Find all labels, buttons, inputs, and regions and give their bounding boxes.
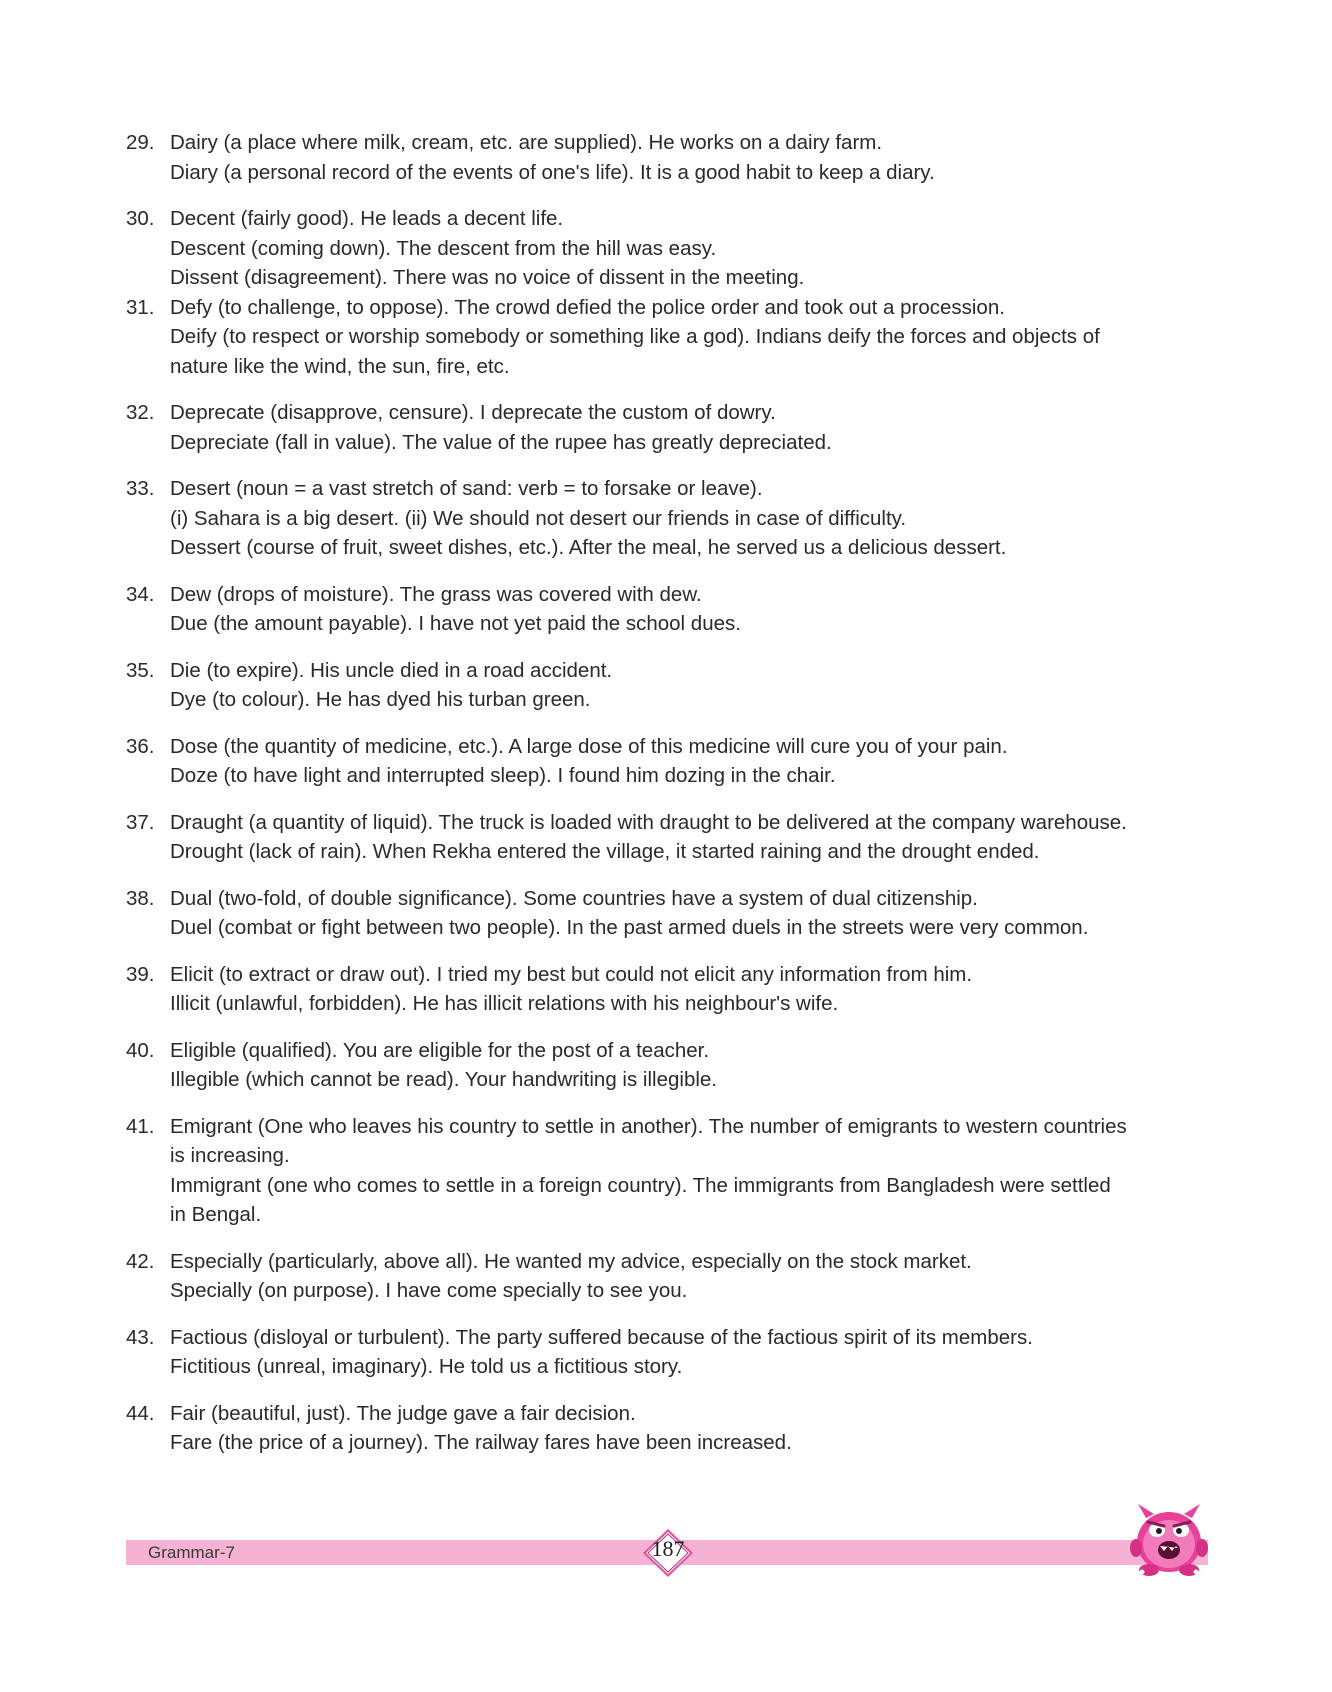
list-item	[126, 398, 1216, 457]
item-number: 36.	[126, 734, 155, 758]
entry-line: (i) Sahara is a big desert. (ii) We should not desert our friends in case of difficulty.	[170, 506, 907, 530]
footer-book-title: Grammar-7	[148, 1543, 235, 1562]
entry-line: Dairy (a place where milk, cream, etc. are supplied). He works on a dairy farm.	[170, 131, 883, 154]
entry-line: Doze (to have light and interrupted sleep). I found him dozing in the chair.	[170, 764, 836, 787]
list-item	[126, 884, 1216, 943]
entry-line: Descent (coming down). The descent from the hill was easy.	[170, 236, 717, 260]
entry-line: Die (to expire). His uncle died in a road accident.	[170, 658, 613, 682]
entry-line: Specially (on purpose). I have come specially to see you.	[170, 1279, 688, 1302]
list-item	[126, 656, 1216, 715]
entry-line: Diary (a personal record of the events of one's life). It is a good habit to keep a diary.	[170, 160, 935, 184]
pink-monster-mascot-icon	[1124, 1500, 1214, 1580]
list-item	[126, 204, 1216, 293]
entry-line: Deify (to respect or worship somebody or something like a god). Indians deify the forces and objects of	[170, 325, 1100, 348]
entry-line: Drought (lack of rain). When Rekha entered the village, it started raining and the drought ended.	[170, 840, 1040, 863]
item-number: 32.	[126, 401, 155, 424]
entry-line: Dissent (disagreement). There was no voice of dissent in the meeting.	[170, 266, 805, 289]
entry-line: Especially (particularly, above all). He wanted my advice, especially on the stock market.	[170, 1249, 972, 1273]
entry-line: Decent (fairly good). He leads a decent life.	[170, 207, 564, 230]
word-pairs-list	[126, 128, 1216, 1458]
list-item	[126, 1247, 1216, 1306]
list-item	[126, 732, 1216, 791]
item-number: 37.	[126, 810, 155, 834]
item-number: 39.	[126, 962, 155, 986]
entry-line: Eligible (qualified). You are eligible for the post of a teacher.	[170, 1038, 710, 1062]
item-number: 43.	[126, 1325, 155, 1349]
list-item	[126, 474, 1216, 563]
entry-line: Dew (drops of moisture). The grass was covered with dew.	[170, 582, 702, 606]
entry-line: Illicit (unlawful, forbidden). He has illicit relations with his neighbour's wife.	[170, 992, 839, 1015]
item-number: 35.	[126, 658, 155, 682]
page-number: 187	[651, 1536, 685, 1561]
list-item	[126, 960, 1216, 1019]
entry-line: Draught (a quantity of liquid). The truck is loaded with draught to be delivered at the company warehouse.	[170, 810, 1127, 834]
entry-line: Dual (two-fold, of double significance). Some countries have a system of dual citizenship.	[170, 886, 978, 910]
list-item	[126, 1112, 1216, 1230]
item-number: 41.	[126, 1114, 155, 1138]
entry-line: Fare (the price of a journey). The railway fares have been increased.	[170, 1431, 792, 1454]
item-number: 42.	[126, 1249, 155, 1273]
item-number: 33.	[126, 477, 155, 500]
item-number: 40.	[126, 1038, 155, 1062]
item-number: 30.	[126, 207, 155, 230]
entry-line: Dye (to colour). He has dyed his turban green.	[170, 688, 591, 711]
entry-line: Factious (disloyal or turbulent). The party suffered because of the factious spirit of its members.	[170, 1325, 1033, 1349]
entry-line: Immigrant (one who comes to settle in a foreign country). The immigrants from Bangladesh were settled	[170, 1173, 1111, 1197]
entry-line: Dessert (course of fruit, sweet dishes, etc.). After the meal, he served us a delicious dessert.	[170, 536, 1007, 559]
entry-line: Elicit (to extract or draw out). I tried my best but could not elicit any information from him.	[170, 962, 973, 986]
entry-line: Defy (to challenge, to oppose). The crowd defied the police order and took out a procession.	[170, 295, 1005, 319]
entry-line: Desert (noun = a vast stretch of sand: verb = to forsake or leave).	[170, 477, 763, 500]
entry-line: nature like the wind, the sun, fire, etc.	[170, 354, 510, 378]
entry-line: in Bengal.	[170, 1203, 262, 1226]
item-number: 34.	[126, 582, 155, 606]
entry-line: Illegible (which cannot be read). Your handwriting is illegible.	[170, 1068, 717, 1091]
entry-line: Deprecate (disapprove, censure). I deprecate the custom of dowry.	[170, 401, 776, 424]
entry-line: Fictitious (unreal, imaginary). He told us a fictitious story.	[170, 1355, 683, 1378]
entry-line: Fair (beautiful, just). The judge gave a fair decision.	[170, 1401, 636, 1425]
item-number: 31.	[126, 295, 155, 319]
entry-line: Duel (combat or fight between two people). In the past armed duels in the streets were very common.	[170, 916, 1089, 939]
list-item	[126, 580, 1216, 639]
list-item	[126, 808, 1216, 867]
entry-line: Emigrant (One who leaves his country to settle in another). The number of emigrants to western countries	[170, 1114, 1127, 1138]
item-number: 44.	[126, 1401, 155, 1425]
item-number: 38.	[126, 886, 155, 910]
list-item	[126, 1323, 1216, 1382]
item-number: 29.	[126, 131, 155, 154]
entry-line: is increasing.	[170, 1144, 290, 1167]
entry-line: Dose (the quantity of medicine, etc.). A large dose of this medicine will cure you of your pain.	[170, 734, 1008, 758]
entry-line: Depreciate (fall in value). The value of the rupee has greatly depreciated.	[170, 430, 832, 454]
list-item	[126, 128, 1216, 187]
list-item	[126, 1036, 1216, 1095]
list-item	[126, 1399, 1216, 1458]
list-item	[126, 293, 1216, 382]
entry-line: Due (the amount payable). I have not yet paid the school dues.	[170, 612, 741, 635]
